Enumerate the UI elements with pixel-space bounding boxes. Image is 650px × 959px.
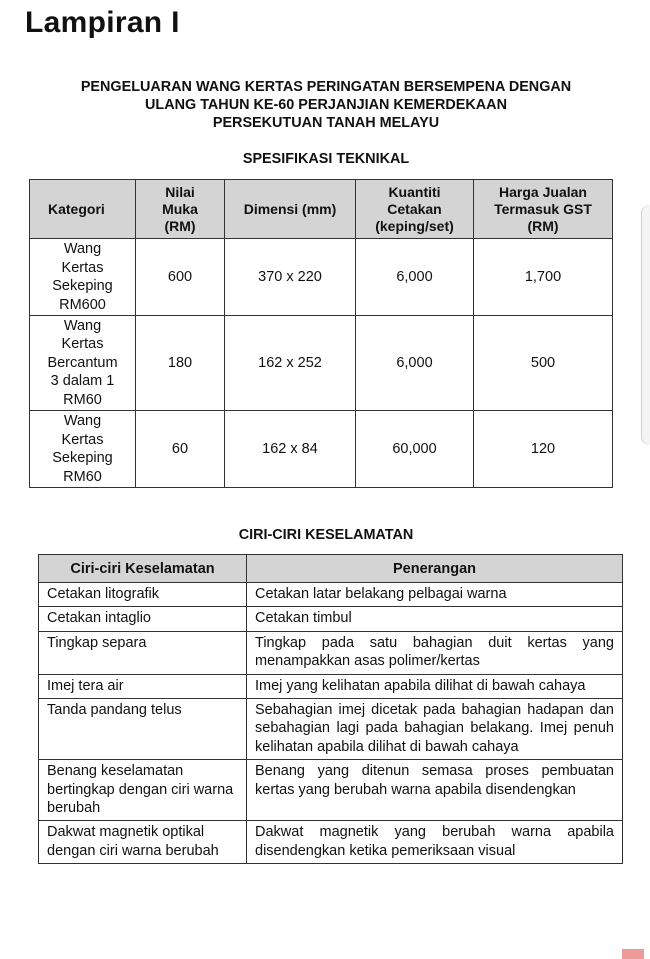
spec-header-quantity <box>356 180 474 239</box>
document-title <box>20 78 632 132</box>
spec-cell-category-line: RM60 <box>63 468 102 485</box>
safety-cell-description: Sebahagian imej dicetak pada bahagian hadapan dan sebahagian lagi pada bahagian belakang. Imej penuh kelihatan apabila dilihat di bawah cahaya <box>247 699 623 760</box>
document-title-line: PERSEKUTUAN TANAH MELAYU <box>212 115 440 131</box>
spec-cell-category-line: Bercantum <box>47 354 118 371</box>
page-heading: Lampiran I <box>25 6 180 39</box>
spec-cell-face-value: 600 <box>136 239 225 316</box>
safety-table-header-row <box>39 555 623 583</box>
safety-section-title: CIRI-CIRI KESELAMATAN <box>238 527 414 543</box>
safety-cell-description: Tingkap pada satu bahagian duit kertas yang menampakkan asas polimer/kertas <box>247 631 623 674</box>
safety-cell-feature: Tingkap separa <box>39 631 247 674</box>
spec-header-price-line: (RM) <box>527 217 559 234</box>
spec-cell-face-value: 60 <box>136 411 225 488</box>
spec-table <box>29 179 613 488</box>
spec-cell-category-line: Wang <box>63 413 102 429</box>
safety-table-row <box>39 674 623 698</box>
scroll-edge-handle <box>641 205 650 445</box>
safety-table-row <box>39 699 623 760</box>
spec-header-price-line: Harga Jualan <box>499 183 587 200</box>
safety-header-feature: Ciri-ciri Keselamatan <box>39 555 247 583</box>
spec-cell-category <box>30 239 136 316</box>
safety-table-row <box>39 821 623 864</box>
spec-cell-dimension: 162 x 84 <box>225 411 356 488</box>
safety-cell-description: Benang yang ditenun semasa proses pembuatan kertas yang berubah warna apabila disendengkan <box>247 760 623 821</box>
safety-cell-feature: Tanda pandang telus <box>39 699 247 760</box>
spec-header-face-value-line: Nilai <box>165 183 195 200</box>
document-title-line: PENGELUARAN WANG KERTAS PERINGATAN BERSEMPENA DENGAN <box>80 79 572 95</box>
spec-cell-quantity: 6,000 <box>356 316 474 411</box>
spec-header-category <box>30 180 136 239</box>
spec-cell-category-line: RM600 <box>59 296 106 313</box>
spec-cell-category <box>30 411 136 488</box>
spec-header-quantity-line: Kuantiti <box>388 183 441 200</box>
spec-cell-price: 1,700 <box>474 239 613 316</box>
safety-table-row <box>39 631 623 674</box>
safety-table-row <box>39 583 623 607</box>
spec-header-dimension-line: Dimensi (mm) <box>243 200 337 217</box>
spec-cell-category-line: Kertas <box>61 336 104 353</box>
spec-header-quantity-line: (keping/set) <box>375 217 454 234</box>
spec-cell-category-line: 3 dalam 1 <box>50 373 115 390</box>
spec-cell-category-line: Sekeping <box>52 450 113 466</box>
spec-cell-quantity: 60,000 <box>356 411 474 488</box>
safety-header-description: Penerangan <box>247 555 623 583</box>
safety-table <box>38 554 623 864</box>
spec-header-quantity-line: Cetakan <box>387 200 442 217</box>
spec-cell-category <box>30 316 136 411</box>
safety-table-row <box>39 760 623 821</box>
spec-header-face-value-line: Muka <box>162 200 198 217</box>
safety-cell-description: Cetakan latar belakang pelbagai warna <box>247 583 623 607</box>
spec-cell-quantity: 6,000 <box>356 239 474 316</box>
safety-cell-feature: Benang keselamatan bertingkap dengan ciri warna berubah <box>39 760 247 821</box>
spec-section-title: SPESIFIKASI TEKNIKAL <box>242 151 410 167</box>
spec-header-price <box>474 180 613 239</box>
spec-cell-face-value: 180 <box>136 316 225 411</box>
spec-table-header-row <box>30 180 613 239</box>
spec-cell-price: 120 <box>474 411 613 488</box>
safety-cell-feature: Cetakan intaglio <box>39 607 247 631</box>
safety-cell-description: Imej yang kelihatan apabila dilihat di bawah cahaya <box>247 674 623 698</box>
safety-cell-description: Cetakan timbul <box>247 607 623 631</box>
safety-cell-description: Dakwat magnetik yang berubah warna apabila disendengkan ketika pemeriksaan visual <box>247 821 623 864</box>
document-title-line: ULANG TAHUN KE-60 PERJANJIAN KEMERDEKAAN <box>145 97 507 113</box>
spec-header-face-value-line: (RM) <box>164 217 196 234</box>
spec-cell-category-line: Kertas <box>61 259 104 276</box>
spec-table-row <box>30 316 613 411</box>
safety-table-row <box>39 607 623 631</box>
safety-cell-feature: Imej tera air <box>39 674 247 698</box>
corner-mark <box>622 949 644 959</box>
spec-cell-price: 500 <box>474 316 613 411</box>
spec-cell-dimension: 162 x 252 <box>225 316 356 411</box>
spec-cell-category-line: Wang <box>63 317 102 334</box>
safety-cell-feature: Cetakan litografik <box>39 583 247 607</box>
spec-header-category-line: Kategori <box>48 200 105 217</box>
spec-header-face-value <box>136 180 225 239</box>
spec-cell-category-line: RM60 <box>63 391 102 408</box>
spec-header-price-line: Termasuk GST <box>494 200 592 217</box>
safety-cell-feature: Dakwat magnetik optikal dengan ciri warna berubah <box>39 821 247 864</box>
spec-table-row <box>30 411 613 488</box>
spec-header-dimension <box>225 180 356 239</box>
spec-cell-category-line: Wang <box>63 241 102 257</box>
spec-cell-category-line: Kertas <box>61 431 104 448</box>
spec-cell-category-line: Sekeping <box>52 278 113 294</box>
spec-table-row <box>30 239 613 316</box>
spec-cell-dimension: 370 x 220 <box>225 239 356 316</box>
